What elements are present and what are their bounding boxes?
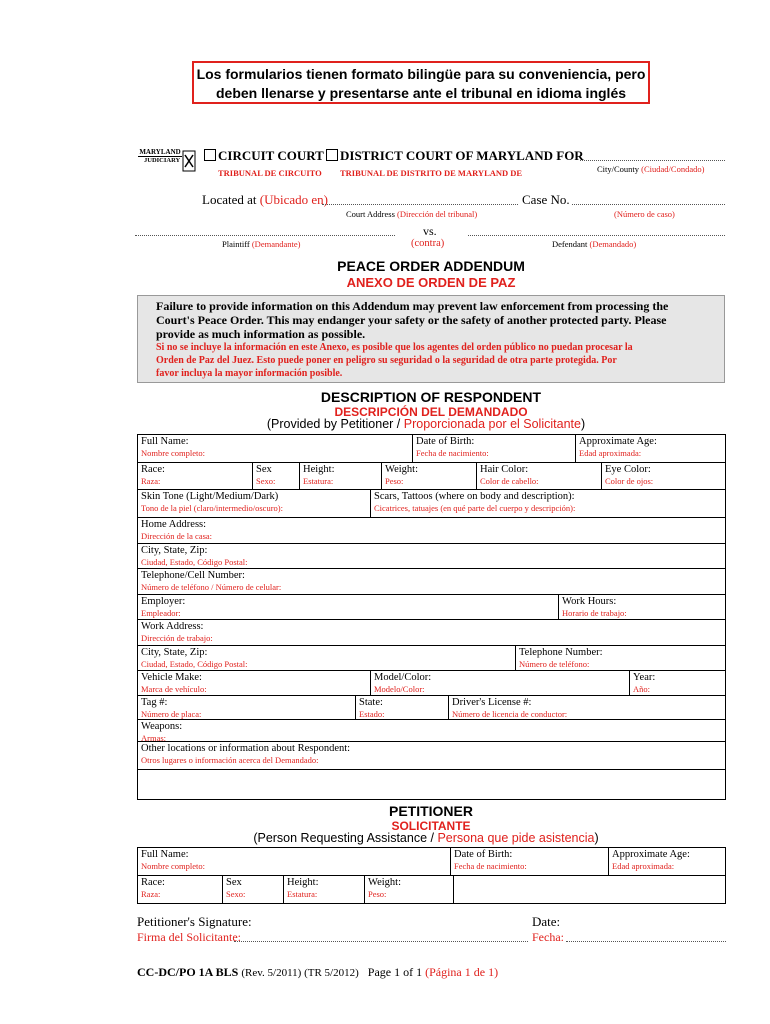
resp-employer[interactable]: Employer: Empleador: bbox=[138, 595, 559, 620]
court-address-label: Court Address (Dirección del tribunal) bbox=[346, 209, 478, 219]
circuit-court-option[interactable]: CIRCUIT COURT bbox=[204, 148, 324, 164]
court-address-field[interactable] bbox=[322, 204, 518, 205]
respondent-table bbox=[137, 434, 726, 800]
maryland-judiciary-logo: MARYLAND JUDICIARY bbox=[138, 148, 198, 174]
petitioner-heading-es: SOLICITANTE bbox=[391, 819, 471, 833]
case-no-label: Case No. bbox=[522, 192, 570, 207]
district-court-checkbox[interactable] bbox=[326, 149, 338, 161]
resp-sex[interactable]: Sex Sexo: bbox=[253, 463, 300, 490]
form-title-es: ANEXO DE ORDEN DE PAZ bbox=[346, 275, 516, 290]
resp-phone[interactable]: Telephone/Cell Number: Número de teléfono / Número de celular: bbox=[138, 569, 725, 595]
case-no-es: (Número de caso) bbox=[614, 209, 675, 219]
case-no-field[interactable] bbox=[572, 204, 725, 205]
resp-full-name[interactable]: Full Name: Nombre completo: bbox=[138, 435, 413, 463]
petitioner-table bbox=[137, 847, 726, 904]
resp-city[interactable]: City, State, Zip: Ciudad, Estado, Código Postal: bbox=[138, 544, 725, 569]
city-county-field[interactable] bbox=[580, 160, 725, 161]
pet-race[interactable]: Race: Raza: bbox=[138, 876, 223, 903]
petitioner-heading: PETITIONER bbox=[388, 803, 473, 819]
signature-label-es: Firma del Solicitante: bbox=[137, 930, 241, 944]
date-label: Date: bbox=[532, 914, 561, 929]
pet-height[interactable]: Height: Estatura: bbox=[284, 876, 365, 903]
plaintiff-label: Plaintiff (Demandante) bbox=[222, 239, 301, 249]
resp-work-address[interactable]: Work Address: Dirección de trabajo: bbox=[138, 620, 725, 646]
circuit-court-es: TRIBUNAL DE CIRCUITO bbox=[218, 168, 322, 178]
resp-work-hours[interactable]: Work Hours: Horario de trabajo: bbox=[559, 595, 725, 620]
pet-weight[interactable]: Weight: Peso: bbox=[365, 876, 454, 903]
vs-label: vs. bbox=[423, 224, 437, 238]
resp-skin[interactable]: Skin Tone (Light/Medium/Dark) Tono de la piel (claro/intermedio/oscuro): bbox=[138, 490, 371, 518]
resp-home-address[interactable]: Home Address: Dirección de la casa: bbox=[138, 518, 725, 544]
resp-age[interactable]: Approximate Age: Edad aproximada: bbox=[576, 435, 725, 463]
resp-tag-state[interactable]: State: Estado: bbox=[356, 696, 449, 720]
date-field[interactable] bbox=[566, 941, 726, 942]
resp-dob[interactable]: Date of Birth: Fecha de nacimiento: bbox=[413, 435, 576, 463]
resp-race[interactable]: Race: Raza: bbox=[138, 463, 253, 490]
signature-label: Petitioner's Signature: bbox=[137, 914, 252, 929]
respondent-heading-es: DESCRIPCIÓN DEL DEMANDADO bbox=[334, 405, 528, 419]
seal-icon bbox=[182, 150, 196, 172]
pet-age[interactable]: Approximate Age: Edad aproximada: bbox=[609, 848, 725, 876]
district-court-es: TRIBUNAL DE DISTRITO DE MARYLAND DE bbox=[340, 168, 523, 178]
resp-tag[interactable]: Tag #: Número de placa: bbox=[138, 696, 356, 720]
resp-license[interactable]: Driver's License #: Número de licencia de conductor: bbox=[449, 696, 725, 720]
language-notice: Los formularios tienen formato bilingüe para su conveniencia, pero deben llenarse y presentarse ante el tribunal en idioma inglés bbox=[192, 61, 650, 104]
resp-scars[interactable]: Scars, Tattoos (where on body and description): Cicatrices, tatuajes (en qué parte del cuerpo y descripción): bbox=[371, 490, 725, 518]
resp-eye[interactable]: Eye Color: Color de ojos: bbox=[602, 463, 725, 490]
defendant-label: Defendant (Demandado) bbox=[552, 239, 637, 249]
plaintiff-field[interactable] bbox=[135, 235, 395, 236]
city-county-label: City/County (Ciudad/Condado) bbox=[597, 164, 705, 174]
resp-vehicle-model[interactable]: Model/Color: Modelo/Color: bbox=[371, 671, 630, 696]
resp-work-phone[interactable]: Telephone Number: Número de teléfono: bbox=[516, 646, 725, 671]
respondent-heading: DESCRIPTION OF RESPONDENT bbox=[320, 389, 542, 405]
pet-full-name[interactable]: Full Name: Nombre completo: bbox=[138, 848, 451, 876]
form-footer: CC-DC/PO 1A BLS (Rev. 5/2011) (TR 5/2012) Page 1 of 1 (Página 1 de 1) bbox=[137, 965, 499, 979]
pet-sex[interactable]: Sex Sexo: bbox=[223, 876, 284, 903]
form-title: PEACE ORDER ADDENDUM bbox=[337, 258, 525, 274]
respondent-subheading: (Provided by Petitioner / Proporcionada por el Solicitante) bbox=[266, 417, 586, 431]
date-label-es: Fecha: bbox=[532, 930, 564, 944]
resp-weapons[interactable]: Weapons: Armas: bbox=[138, 720, 725, 742]
signature-field[interactable] bbox=[234, 941, 528, 942]
circuit-court-checkbox[interactable] bbox=[204, 149, 216, 161]
petitioner-subheading: (Person Requesting Assistance / Persona que pide asistencia) bbox=[253, 831, 599, 845]
warning-box: Failure to provide information on this Addendum may prevent law enforcement from processing the Court's Peace Order. This may endanger your safety or the safety of another protected party. Please provide as much information as possible. Si no se incluye la información en este Anexo, es posible que los agentes del orden público no puedan procesar la Orden de Paz del Juez. Esto puede poner en peligro su seguridad o la seguridad de otra parte protegida. Por favor incluya la mayor información posible. bbox=[137, 295, 725, 383]
resp-work-city[interactable]: City, State, Zip: Ciudad, Estado, Código Postal: bbox=[138, 646, 516, 671]
resp-other-info[interactable]: Other locations or information about Respondent: Otros lugares o información acerca del Demandado: bbox=[138, 742, 725, 799]
pet-dob[interactable]: Date of Birth: Fecha de nacimiento: bbox=[451, 848, 609, 876]
resp-vehicle-year[interactable]: Year: Año: bbox=[630, 671, 725, 696]
contra-label: (contra) bbox=[411, 238, 445, 249]
defendant-field[interactable] bbox=[468, 235, 725, 236]
located-at-label: Located at (Ubicado en) bbox=[202, 192, 328, 207]
resp-height[interactable]: Height: Estatura: bbox=[300, 463, 382, 490]
resp-hair[interactable]: Hair Color: Color de cabello: bbox=[477, 463, 602, 490]
resp-vehicle-make[interactable]: Vehicle Make: Marca de vehículo: bbox=[138, 671, 371, 696]
resp-weight[interactable]: Weight: Peso: bbox=[382, 463, 477, 490]
district-court-option[interactable]: DISTRICT COURT OF MARYLAND FOR bbox=[326, 148, 584, 164]
